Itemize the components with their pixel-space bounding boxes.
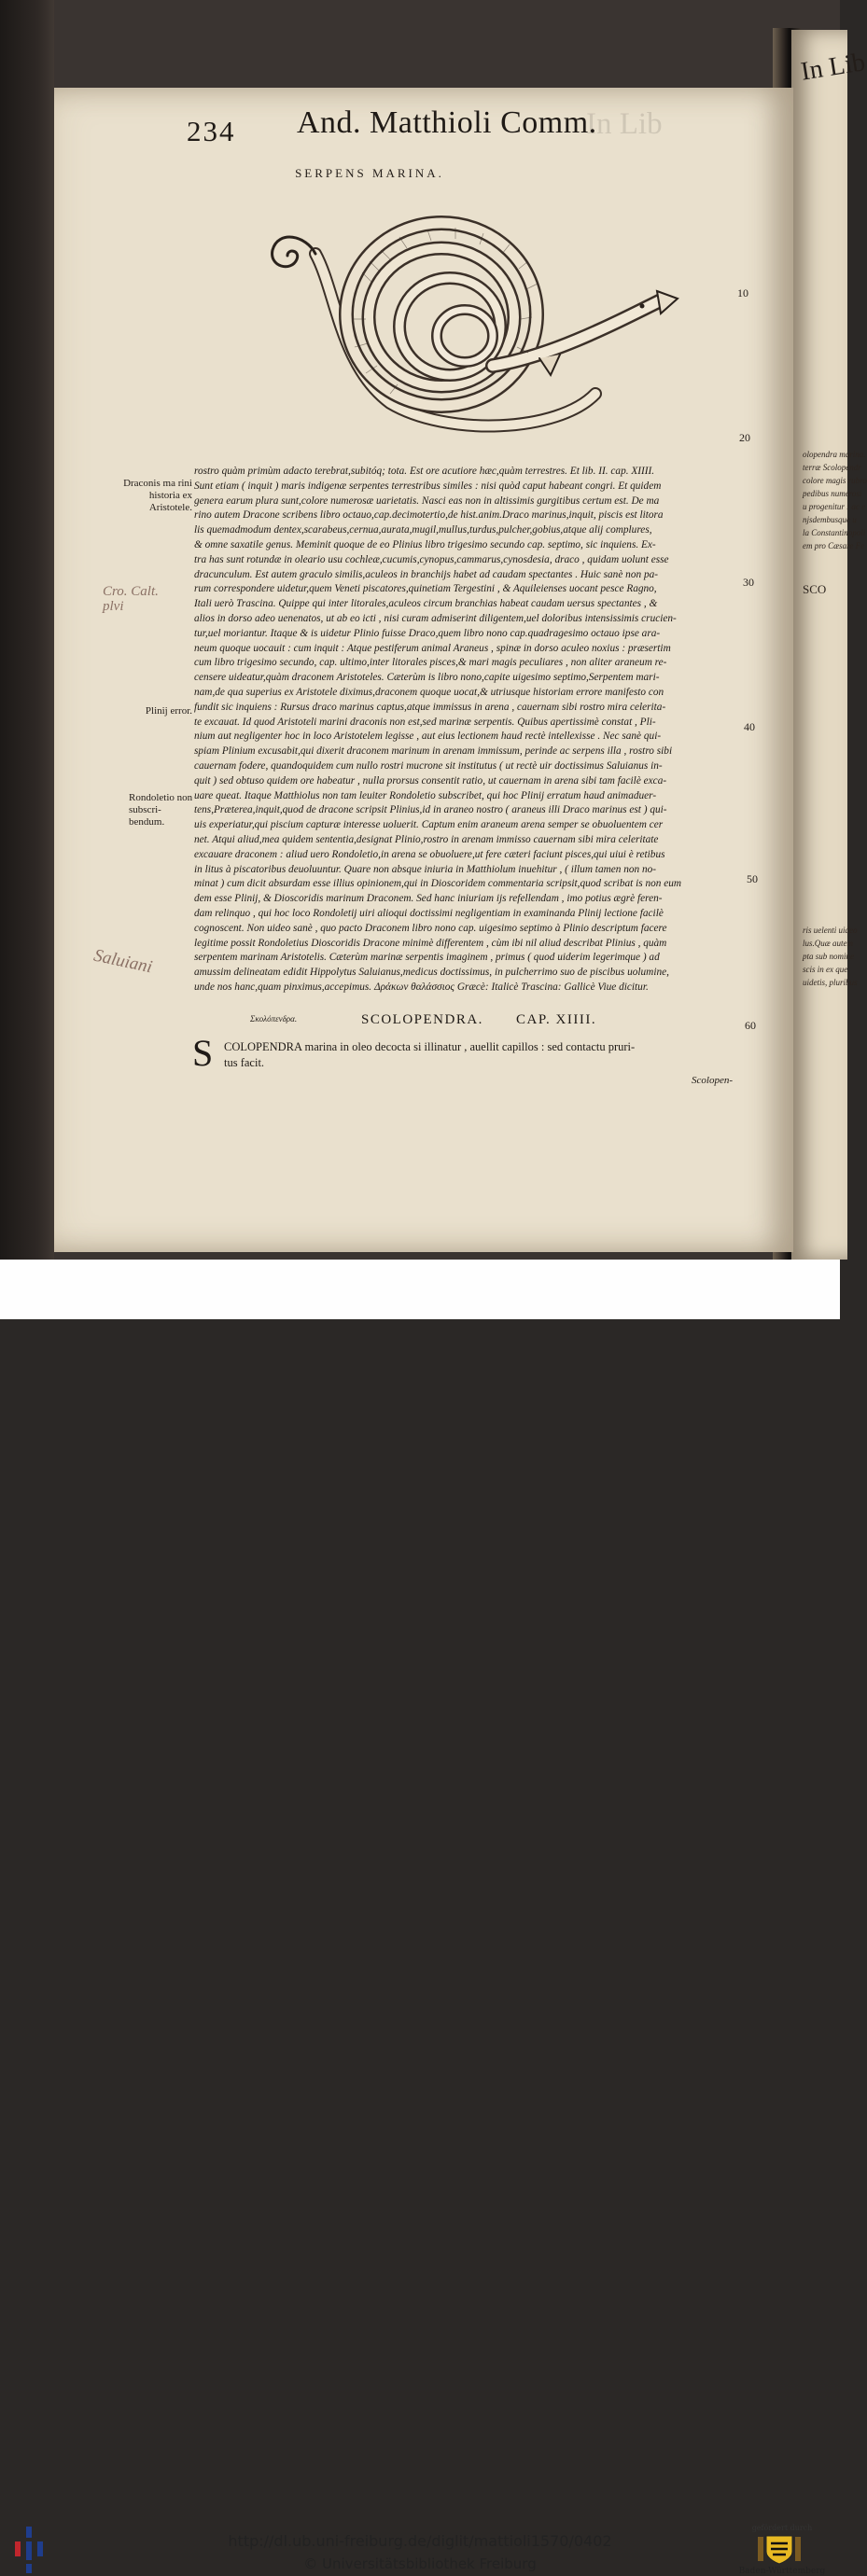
text-line: quit ) sed obtuso quidem ore habeatur , nulla prorsus consentit ratio, ut cauernam in arena sibi tam facilè exca- (194, 774, 667, 787)
line-number: 60 (745, 1019, 756, 1032)
page-number: 234 (187, 115, 236, 147)
text-line: cognoscent. Non uideo sanè , quo pacto Draconem libro nono cap. uigesimo septimo à Plinio descriptum facere (194, 922, 667, 934)
facing-page-heading: SCO (803, 582, 827, 596)
text-line: spiam Plinium excusabit,qui dixerit draconem marinum in arenam immissum, perinde ac serpens illa , rostro sibi (194, 745, 673, 758)
text-line: neum quoque uocauit : cum inquit : Atque pestiferum animal Araneus , spinæ in dorso aculeo noxius : præsertim (194, 642, 671, 654)
handwritten-note: Cro. Calt. plvi (103, 584, 159, 614)
facing-page-snippet: njsdembusque u (803, 515, 857, 524)
line-number: 30 (743, 576, 754, 589)
text-line: tur,uel moriantur. Itaque & is uidetur Plinio fuisse Draco,quem libro nono cap.quadragesimo octauo ipse ara- (194, 627, 661, 639)
text-line: lis quemadmodum dentex,scarabeus,cernua,aurata,mugil,mullus,turdus,pulcher,gobius,atque alij complures, (194, 524, 652, 536)
facing-page-snippet: scis in ex que (803, 965, 848, 974)
text-line: uis experiatur,qui piscium capturæ interesse uoluerit. Captum enim araneum arena semper se obuoluentem cer (194, 819, 664, 831)
text-line: excauare draconem : aliud uero Rondoletio,in arena se obuoluere,ut fere cæteri faciunt pisces,qui uiui è retibus (194, 848, 665, 860)
text-line: minat ) cum dicit absurdam esse illius opinionem,qui in Dioscoridem commentaria scripsit,quod scribat is non eum (194, 878, 682, 890)
handwritten-note: Saluiani (91, 945, 154, 978)
body-text (194, 465, 737, 996)
illustration-caption: SERPENS MARINA. (295, 166, 444, 180)
text-line: alios in dorso adeo uenenatos, ut ab eo icti , nisi curam admiserint diligentem,uel doloribus intensissimis crucien- (194, 612, 677, 624)
facing-page-snippet: olopendra marina. (803, 450, 866, 459)
text-line: dracunculum. Est autem graculo similis,aculeos in branchijs habet ad caudam spectantes . Huic sanè non pa- (194, 568, 659, 580)
scolopendra-text (224, 1039, 737, 1071)
document-url-link[interactable]: http://dl.ub.uni-freiburg.de/diglit/mattioli1570/0402 (228, 2532, 612, 2550)
drop-cap: S (192, 1032, 214, 1074)
text-line: cauernam fodere, quandoquidem cum nullo rostri mucrone sit institutus ( ut rectè uir doctissimus Saluianus in- (194, 759, 663, 772)
scan-viewer (0, 0, 867, 1260)
facing-page-snippet: u progenitur : ac e (803, 502, 866, 511)
text-line: Itali uerò Trascina. Quippe qui inter litorales,aculeos circum branchias habeat caudam uersus spectantes , & (194, 598, 658, 610)
sea-serpent-woodcut-icon (250, 216, 679, 439)
text-line: & omne saxatile genus. Meminit quoque de eo Plinius libro trigesimo secundo cap. septimo, sic inquiens. Ex- (194, 538, 656, 550)
text-line: net. Atqui aliud,mea quidem sententia,designat Plinio,rostro in arenam immisso cauernam sibi mira celeritate (194, 833, 659, 845)
text-line: te excauat. Id quod Aristoteli marini draconis non est,sed marinæ serpentis. Quibus apertissimè constat , Pli- (194, 716, 656, 728)
text-line: censere uideatur,quàm draconem Aristoteles. Cæterùm is libro nono,capite uigesimo septimo,Serpentem mari- (194, 672, 660, 684)
facing-page-title: In Lib (799, 48, 867, 87)
baden-wuerttemberg-seal-icon (758, 2533, 801, 2565)
text-line: rostro quàm primùm adacto terebrat,subitóq; tota. Est ore acutiore hæc,quàm terrestres. Et lib. II. cap. XIIII. (194, 466, 655, 477)
text-line: tra has sunt rotundæ in oleario usu cochleæ,cucumis,cynopus,cammarus,cynosdesia, draco , quidam uolunt esse (194, 553, 669, 565)
line-number: 10 (737, 286, 748, 299)
text-line: nium aut negligenter hoc in loco Aristotelem legisse , aut eius lectionem haud rectè intellexisse . Nec sanè qui- (194, 731, 662, 743)
book-edge (0, 0, 54, 1260)
sponsor-name: Baden-Württemberg (738, 2567, 826, 2576)
facing-page-snippet: lus.Quæ autem (803, 939, 853, 948)
margin-note: Rondoletio non subscri- bendum. (129, 792, 193, 828)
line-number: 50 (747, 872, 758, 885)
text-line: COLOPENDRA marina in oleo decocta si illinatur , auellit capillos : sed contactu pruri- (224, 1040, 636, 1053)
text-line: rum correspondere uidetur,quem Veneti piscatores,quinetiam Tergestini , & Aquileienses uocant pesce Ragno, (194, 583, 657, 595)
text-line: legitime possit Rondoletius Dioscoridis Dracone minimè differentem , cùm ibi nil aliud describat Plinius , quàm (194, 937, 667, 949)
text-line: amussim delineatam edidit Hippolytus Saluianus,medicus doctissimus, in pulcherrimo suo de piscibus uolumine, (194, 967, 669, 979)
text-line: nam,de qua superius ex Aristotele diximus,draconem quoque uocat,& utriusque historiam errore manifesto con (194, 686, 664, 698)
sponsor-label: gefördert durch (751, 2524, 813, 2532)
line-number: 40 (744, 720, 755, 733)
chapter-title: SCOLOPENDRA. (361, 1012, 483, 1027)
text-line: dem esse Plinij, & Dioscoridis marinum Draconem. Sed hanc iniuriam ijs refellendam , imo potius ægrè feren- (194, 893, 663, 905)
facing-page-snippet: ris uelenti uideo (803, 926, 858, 935)
text-line: rino autem Dracone scribens libro octauo,cap.decimotertio,de hist.anim.Draco marinus,inquit, piscis est litora (194, 509, 664, 522)
catchword: Scolopen- (692, 1075, 733, 1086)
facing-page-snippet: em pro Cæsare Fe (803, 541, 865, 550)
line-number: 20 (739, 431, 750, 444)
facing-page-snippet: colore magis rubro (803, 476, 867, 485)
text-line: dam relinquo , qui hoc loco Rondoletij uiri alioqui doctissimi negligentiam in examinanda Plinij lectione facilè (194, 907, 664, 919)
facing-page-snippet: uidetis, pluribus (803, 978, 858, 987)
margin-note: Plinij error. (145, 705, 192, 717)
text-line: tens,Præterea,inquit,quod de dracone scripsit Plinius,id in araneo nostro ( araneus illi Draco marinus est ) qui- (194, 804, 667, 816)
text-line: Sunt etiam ( inquit ) maris indigenæ serpentes terrestribus similes : nisi quòd caput habeant congri. Et quidem (194, 480, 662, 492)
facing-page-snippet: terræ Scolopendr (803, 463, 861, 472)
text-line: unde nos hanc,quam pinximus,accepimus. Δράκων θαλάσσιος Græcè: Italicè Trascina: Gallicè Viue dicitur. (194, 981, 649, 993)
running-head: And. Matthioli Comm. (297, 105, 597, 140)
facing-page-snippet: pedibus numerosi (803, 489, 862, 498)
text-line: fundit sic inquiens : Rursus draco marinus captus,atque immissus in arena , cauernam sibi rostro mira celerita- (194, 701, 666, 713)
viewer-footer (0, 1260, 840, 2576)
facing-page-snippet: la Constantinopoli (803, 528, 866, 537)
text-line: in litus à piscatoribus deuoluuntur. Quare non absque iniuria in Matthiolum inuehitur , ( illum tamen non no- (194, 863, 657, 875)
show-through-text: In Lib (586, 107, 663, 141)
text-line: cum libro trigesimo secundo, cap. ultimo,inter litorales pisces,& mari magis peculiares , non aliter araneum re- (194, 657, 667, 669)
chapter-number: CAP. XIIII. (516, 1012, 597, 1027)
facing-page (791, 30, 847, 1260)
text-line: genera earum plura sunt,colore numerosæ uarietatis. Nasci eas non in altissimis gurgitibus certum est. De ma (194, 494, 660, 507)
greek-name-label: Σκολόπενδρα. (250, 1014, 298, 1023)
text-line: tus facit. (224, 1056, 265, 1069)
facing-page-snippet: pta sub nomine (803, 952, 854, 961)
text-line: serpentem marinam Aristotelis. Cæterùm marinæ serpentis imaginem , primus ( quod uiderim legerimque ) ad (194, 952, 660, 964)
margin-note: Draconis ma rini historia ex Aristotele. (123, 478, 192, 513)
copyright-text: © Universitätsbibliothek Freiburg (303, 2555, 537, 2572)
text-line: uare queat. Itaque Matthiolus non tam leuiter Rondoletio subscribet, qui hoc Plinij erratum haud animaduer- (194, 789, 657, 801)
